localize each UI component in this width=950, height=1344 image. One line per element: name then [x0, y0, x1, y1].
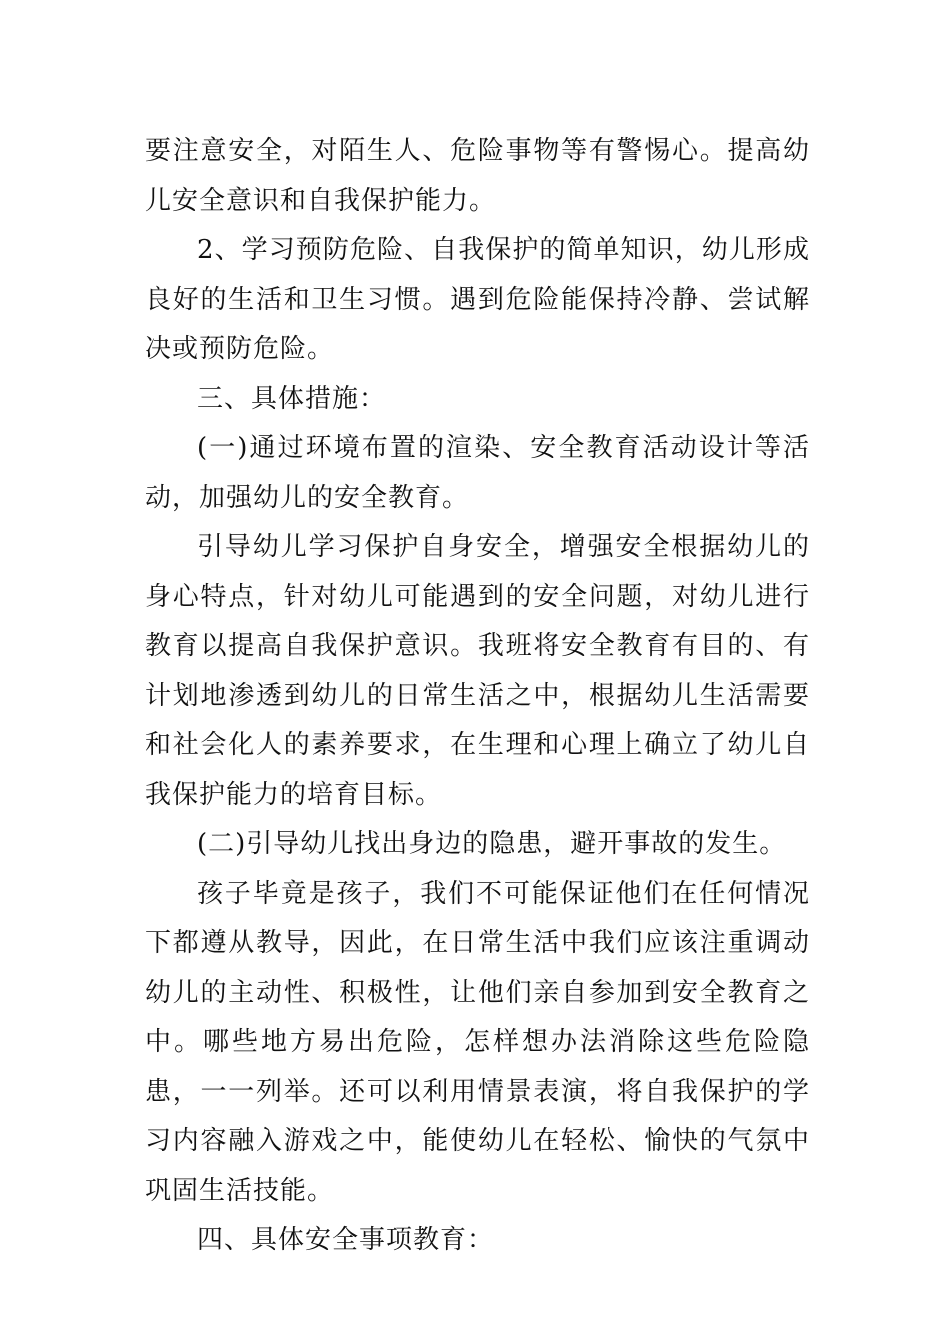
document-body	[145, 127, 810, 1266]
paragraph-guide-self-protection: 引导幼儿学习保护自身安全，增强安全根据幼儿的身心特点，针对幼儿可能遇到的安全问题，对幼儿进行教育以提高自我保护意识。我班将安全教育有目的、有计划地渗透到幼儿的日常生活之中，根据幼儿生活需要和社会化人的素养要求，在生理和心理上确立了幼儿自我保护能力的培育目标。	[145, 532, 810, 810]
subsection-heading-2: (二)引导幼儿找出身边的隐患，避开事故的发生。	[197, 829, 787, 859]
section-heading-safety-items: 四、具体安全事项教育：	[197, 1225, 495, 1255]
paragraph-continuation: 要注意安全，对陌生人、危险事物等有警惕心。提高幼儿安全意识和自我保护能力。	[145, 136, 810, 216]
section-heading-measures: 三、具体措施：	[197, 383, 387, 414]
subsection-heading-1: (一)通过环境布置的渲染、安全教育活动设计等活动，加强幼儿的安全教育。	[145, 433, 810, 513]
paragraph-goal-2: 2、学习预防危险、自我保护的简单知识，幼儿形成良好的生活和卫生习惯。遇到危险能保持冷静、尝试解决或预防危险。	[145, 235, 810, 364]
paragraph-children-participation: 孩子毕竟是孩子，我们不可能保证他们在任何情况下都遵从教导，因此，在日常生活中我们应该注重调动幼儿的主动性、积极性，让他们亲自参加到安全教育之中。哪些地方易出危险，怎样想办法消除这些危险隐患，一一列举。还可以利用情景表演，将自我保护的学习内容融入游戏之中，能使幼儿在轻松、愉快的气氛中巩固生活技能。	[145, 878, 810, 1206]
